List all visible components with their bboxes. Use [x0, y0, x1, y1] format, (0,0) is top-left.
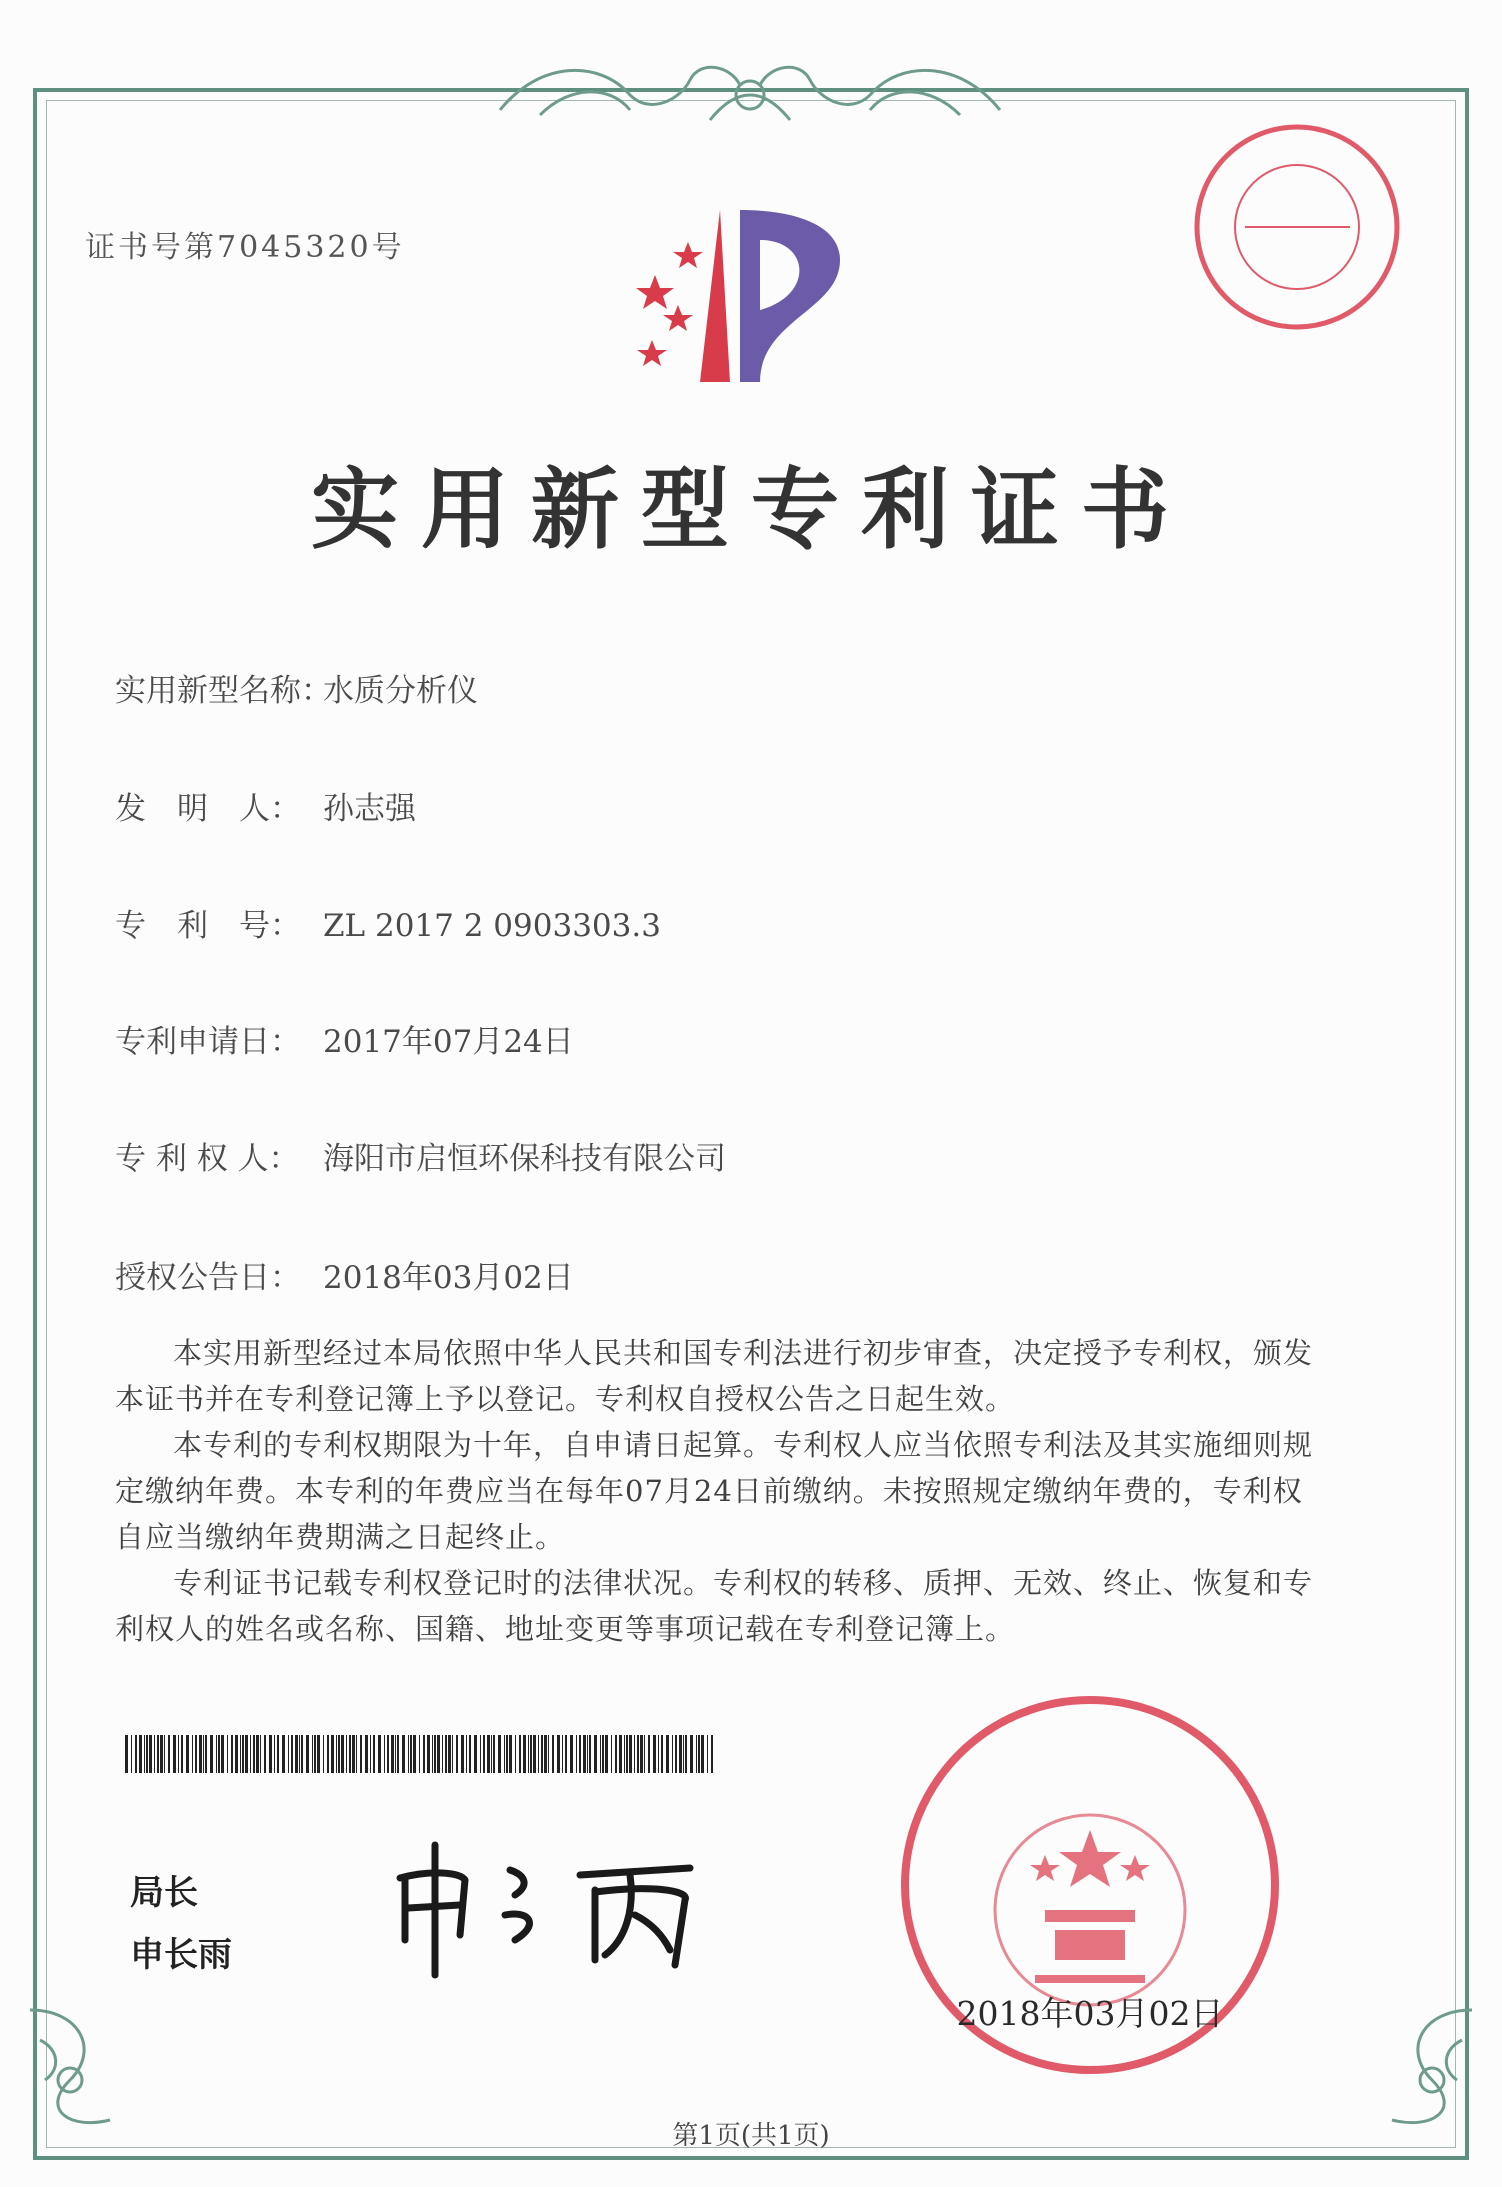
barcode-bar [164, 1735, 165, 1773]
barcode-bar [370, 1735, 371, 1773]
barcode-bar [530, 1735, 532, 1773]
barcode-bar [576, 1735, 577, 1773]
barcode-bar [349, 1735, 351, 1773]
barcode-bar [144, 1735, 145, 1773]
barcode-bar [408, 1735, 409, 1773]
barcode-bar [548, 1735, 549, 1773]
barcode-bar [186, 1735, 189, 1773]
barcode-bar [178, 1735, 179, 1773]
barcode-bar [314, 1735, 316, 1773]
field-label: 专 利 号： [115, 908, 301, 944]
barcode-bar [360, 1735, 362, 1773]
barcode-bar [269, 1735, 272, 1773]
barcode-bar [356, 1735, 357, 1773]
barcode-bar [589, 1735, 591, 1773]
barcode-bar [135, 1735, 137, 1773]
barcode-bar [538, 1735, 539, 1773]
barcode-bar [256, 1735, 259, 1773]
barcode-bar [544, 1735, 547, 1773]
barcode-bar [231, 1735, 233, 1773]
barcode-bar [528, 1735, 529, 1773]
field-value: 2017年07月24日 [323, 1024, 574, 1060]
barcode-bar [146, 1735, 148, 1773]
barcode-bar [250, 1735, 251, 1773]
barcode-bar [679, 1735, 682, 1773]
barcode-bar [523, 1735, 526, 1773]
barcode-bar [327, 1735, 329, 1773]
barcode-bar [336, 1735, 337, 1773]
barcode-bar [552, 1735, 554, 1773]
barcode-bar [509, 1735, 512, 1773]
barcode-bar [295, 1735, 298, 1773]
barcode-bar [227, 1735, 228, 1773]
barcode-bar [562, 1735, 563, 1773]
barcode-bar [629, 1735, 632, 1773]
barcode-bar [640, 1735, 643, 1773]
barcode-bar [434, 1735, 436, 1773]
field-label: 发 明 人： [115, 791, 301, 827]
field-utility-model-name [115, 665, 478, 710]
field-patentee [115, 1133, 726, 1178]
barcode-bar [493, 1735, 495, 1773]
barcode-bar [378, 1735, 381, 1773]
barcode-bar [565, 1735, 567, 1773]
barcode-bar [157, 1735, 159, 1773]
barcode-bar [391, 1735, 394, 1773]
director-block [130, 1862, 232, 1986]
barcode-bar [461, 1735, 464, 1773]
barcode-bar [602, 1735, 604, 1773]
barcode-bar [474, 1735, 477, 1773]
barcode-bar [619, 1735, 622, 1773]
barcode-bar [600, 1735, 601, 1773]
barcode-bar [637, 1735, 639, 1773]
certificate-body [115, 1330, 1315, 1652]
barcode-bar [448, 1735, 451, 1773]
barcode-bar [419, 1735, 420, 1773]
barcode-bar [498, 1735, 501, 1773]
barcode-bar [291, 1735, 293, 1773]
barcode-bar [432, 1735, 433, 1773]
barcode-bar [413, 1735, 416, 1773]
barcode-bar [341, 1735, 344, 1773]
barcode-bar [519, 1735, 521, 1773]
barcode-bar [192, 1735, 193, 1773]
barcode-bar [240, 1735, 241, 1773]
barcode-bar [387, 1735, 389, 1773]
barcode-bar [235, 1735, 238, 1773]
barcode-bar [626, 1735, 628, 1773]
barcode-bar [504, 1735, 505, 1773]
barcode-bar [216, 1735, 217, 1773]
tax-stamp-seal [1190, 120, 1405, 335]
barcode-bar [306, 1735, 309, 1773]
barcode-bar [427, 1735, 430, 1773]
barcode-bar [402, 1735, 405, 1773]
barcode-bar [672, 1735, 673, 1773]
page-number: 第1页(共1页) [672, 2121, 830, 2151]
barcode-bar [139, 1735, 142, 1773]
field-value: 海阳市启恒环保科技有限公司 [323, 1141, 726, 1177]
field-grant-date [115, 1252, 574, 1297]
barcode-bar [423, 1735, 425, 1773]
barcode-bar [466, 1735, 467, 1773]
top-ornament [480, 40, 1020, 130]
barcode-bar [611, 1735, 612, 1773]
barcode-bar [365, 1735, 368, 1773]
field-application-date [115, 1016, 574, 1061]
barcode-bar [483, 1735, 485, 1773]
barcode-bar [653, 1735, 656, 1773]
barcode-bar [711, 1735, 713, 1773]
barcode-bar [323, 1735, 324, 1773]
barcode-bar [696, 1735, 697, 1773]
barcode-bar [541, 1735, 543, 1773]
body-paragraph: 专利证书记载专利权登记时的法律状况。专利权的转移、质押、无效、终止、恢复和专利权人的姓名或名称、国籍、地址变更等事项记载在专利登记簿上。 [115, 1566, 1314, 1646]
barcode-bar [480, 1735, 481, 1773]
field-inventor [115, 783, 416, 828]
barcode-bar [277, 1735, 279, 1773]
barcode-bar [299, 1735, 300, 1773]
certificate-title: 实用新型专利证书 [310, 457, 1191, 561]
barcode-bar [352, 1735, 355, 1773]
field-label: 专 利 权 人： [115, 1141, 300, 1177]
barcode-bar [701, 1735, 704, 1773]
barcode-bar [587, 1735, 588, 1773]
barcode-bar [253, 1735, 255, 1773]
barcode [125, 1735, 720, 1773]
barcode-bar [469, 1735, 471, 1773]
barcode-bar [149, 1735, 152, 1773]
field-value: 水质分析仪 [323, 673, 478, 709]
barcode-bar [605, 1735, 608, 1773]
barcode-bar [384, 1735, 385, 1773]
barcode-bar [624, 1735, 625, 1773]
certificate-number: 证书号第7045320号 [85, 230, 405, 265]
barcode-bar [594, 1735, 597, 1773]
barcode-bar [570, 1735, 573, 1773]
barcode-bar [456, 1735, 458, 1773]
barcode-bar [683, 1735, 684, 1773]
barcode-bar [264, 1735, 266, 1773]
barcode-bar [195, 1735, 197, 1773]
barcode-bar [395, 1735, 396, 1773]
barcode-bar [346, 1735, 347, 1773]
barcode-bar [218, 1735, 220, 1773]
director-name: 申长雨 [130, 1935, 232, 1975]
barcode-bar [685, 1735, 687, 1773]
field-label: 授权公告日： [115, 1260, 301, 1296]
barcode-bar [274, 1735, 275, 1773]
barcode-bar [487, 1735, 490, 1773]
barcode-bar [125, 1735, 128, 1773]
barcode-bar [533, 1735, 536, 1773]
barcode-bar [707, 1735, 708, 1773]
barcode-bar [199, 1735, 202, 1773]
barcode-bar [666, 1735, 669, 1773]
field-label: 专利申请日： [115, 1024, 301, 1060]
barcode-bar [205, 1735, 207, 1773]
barcode-bar [282, 1735, 285, 1773]
barcode-bar [317, 1735, 320, 1773]
barcode-bar [203, 1735, 204, 1773]
barcode-bar [338, 1735, 340, 1773]
barcode-bar [173, 1735, 176, 1773]
director-role: 局长 [130, 1873, 198, 1913]
barcode-bar [245, 1735, 248, 1773]
barcode-bar [442, 1735, 443, 1773]
barcode-bar [515, 1735, 516, 1773]
field-value: ZL 2017 2 0903303.3 [323, 908, 661, 944]
barcode-bar [181, 1735, 183, 1773]
field-value: 孙志强 [323, 791, 416, 827]
barcode-bar [579, 1735, 581, 1773]
barcode-bar [506, 1735, 508, 1773]
barcode-bar [210, 1735, 213, 1773]
field-value: 2018年03月02日 [323, 1260, 574, 1296]
barcode-bar [288, 1735, 289, 1773]
barcode-bar [160, 1735, 163, 1773]
barcode-bar [221, 1735, 224, 1773]
cnipa-logo-icon [610, 200, 860, 390]
barcode-bar [698, 1735, 700, 1773]
barcode-bar [373, 1735, 375, 1773]
barcode-bar [615, 1735, 617, 1773]
barcode-bar [661, 1735, 663, 1773]
barcode-bar [583, 1735, 586, 1773]
barcode-bar [437, 1735, 440, 1773]
barcode-bar [557, 1735, 560, 1773]
barcode-bar [397, 1735, 399, 1773]
barcode-bar [131, 1735, 132, 1773]
handwritten-signature [390, 1830, 750, 1980]
barcode-bar [154, 1735, 155, 1773]
barcode-bar [312, 1735, 313, 1773]
barcode-bar [675, 1735, 677, 1773]
body-paragraph: 本专利的专利权期限为十年，自申请日起算。专利权人应当依照专利法及其实施细则规定缴纳年费。本专利的年费应当在每年07月24日前缴纳。未按照规定缴纳年费的，专利权自应当缴纳年费期满之日起终止。 [115, 1428, 1314, 1554]
seal-date: 2018年03月02日 [956, 1994, 1224, 2033]
barcode-bar [491, 1735, 492, 1773]
barcode-bar [658, 1735, 659, 1773]
barcode-bar [690, 1735, 693, 1773]
barcode-bar [168, 1735, 170, 1773]
field-patent-number [115, 900, 661, 945]
barcode-bar [644, 1735, 645, 1773]
barcode-bar [634, 1735, 635, 1773]
body-paragraph: 本实用新型经过本局依照中华人民共和国专利法进行初步审查，决定授予专利权，颁发本证书并在专利登记簿上予以登记。专利权自授权公告之日起生效。 [115, 1336, 1314, 1416]
barcode-bar [648, 1735, 650, 1773]
barcode-bar [452, 1735, 453, 1773]
barcode-bar [331, 1735, 334, 1773]
field-label: 实用新型名称： [115, 673, 332, 709]
barcode-bar [242, 1735, 244, 1773]
barcode-bar [410, 1735, 412, 1773]
barcode-bar [445, 1735, 447, 1773]
barcode-bar [260, 1735, 261, 1773]
barcode-bar [301, 1735, 303, 1773]
